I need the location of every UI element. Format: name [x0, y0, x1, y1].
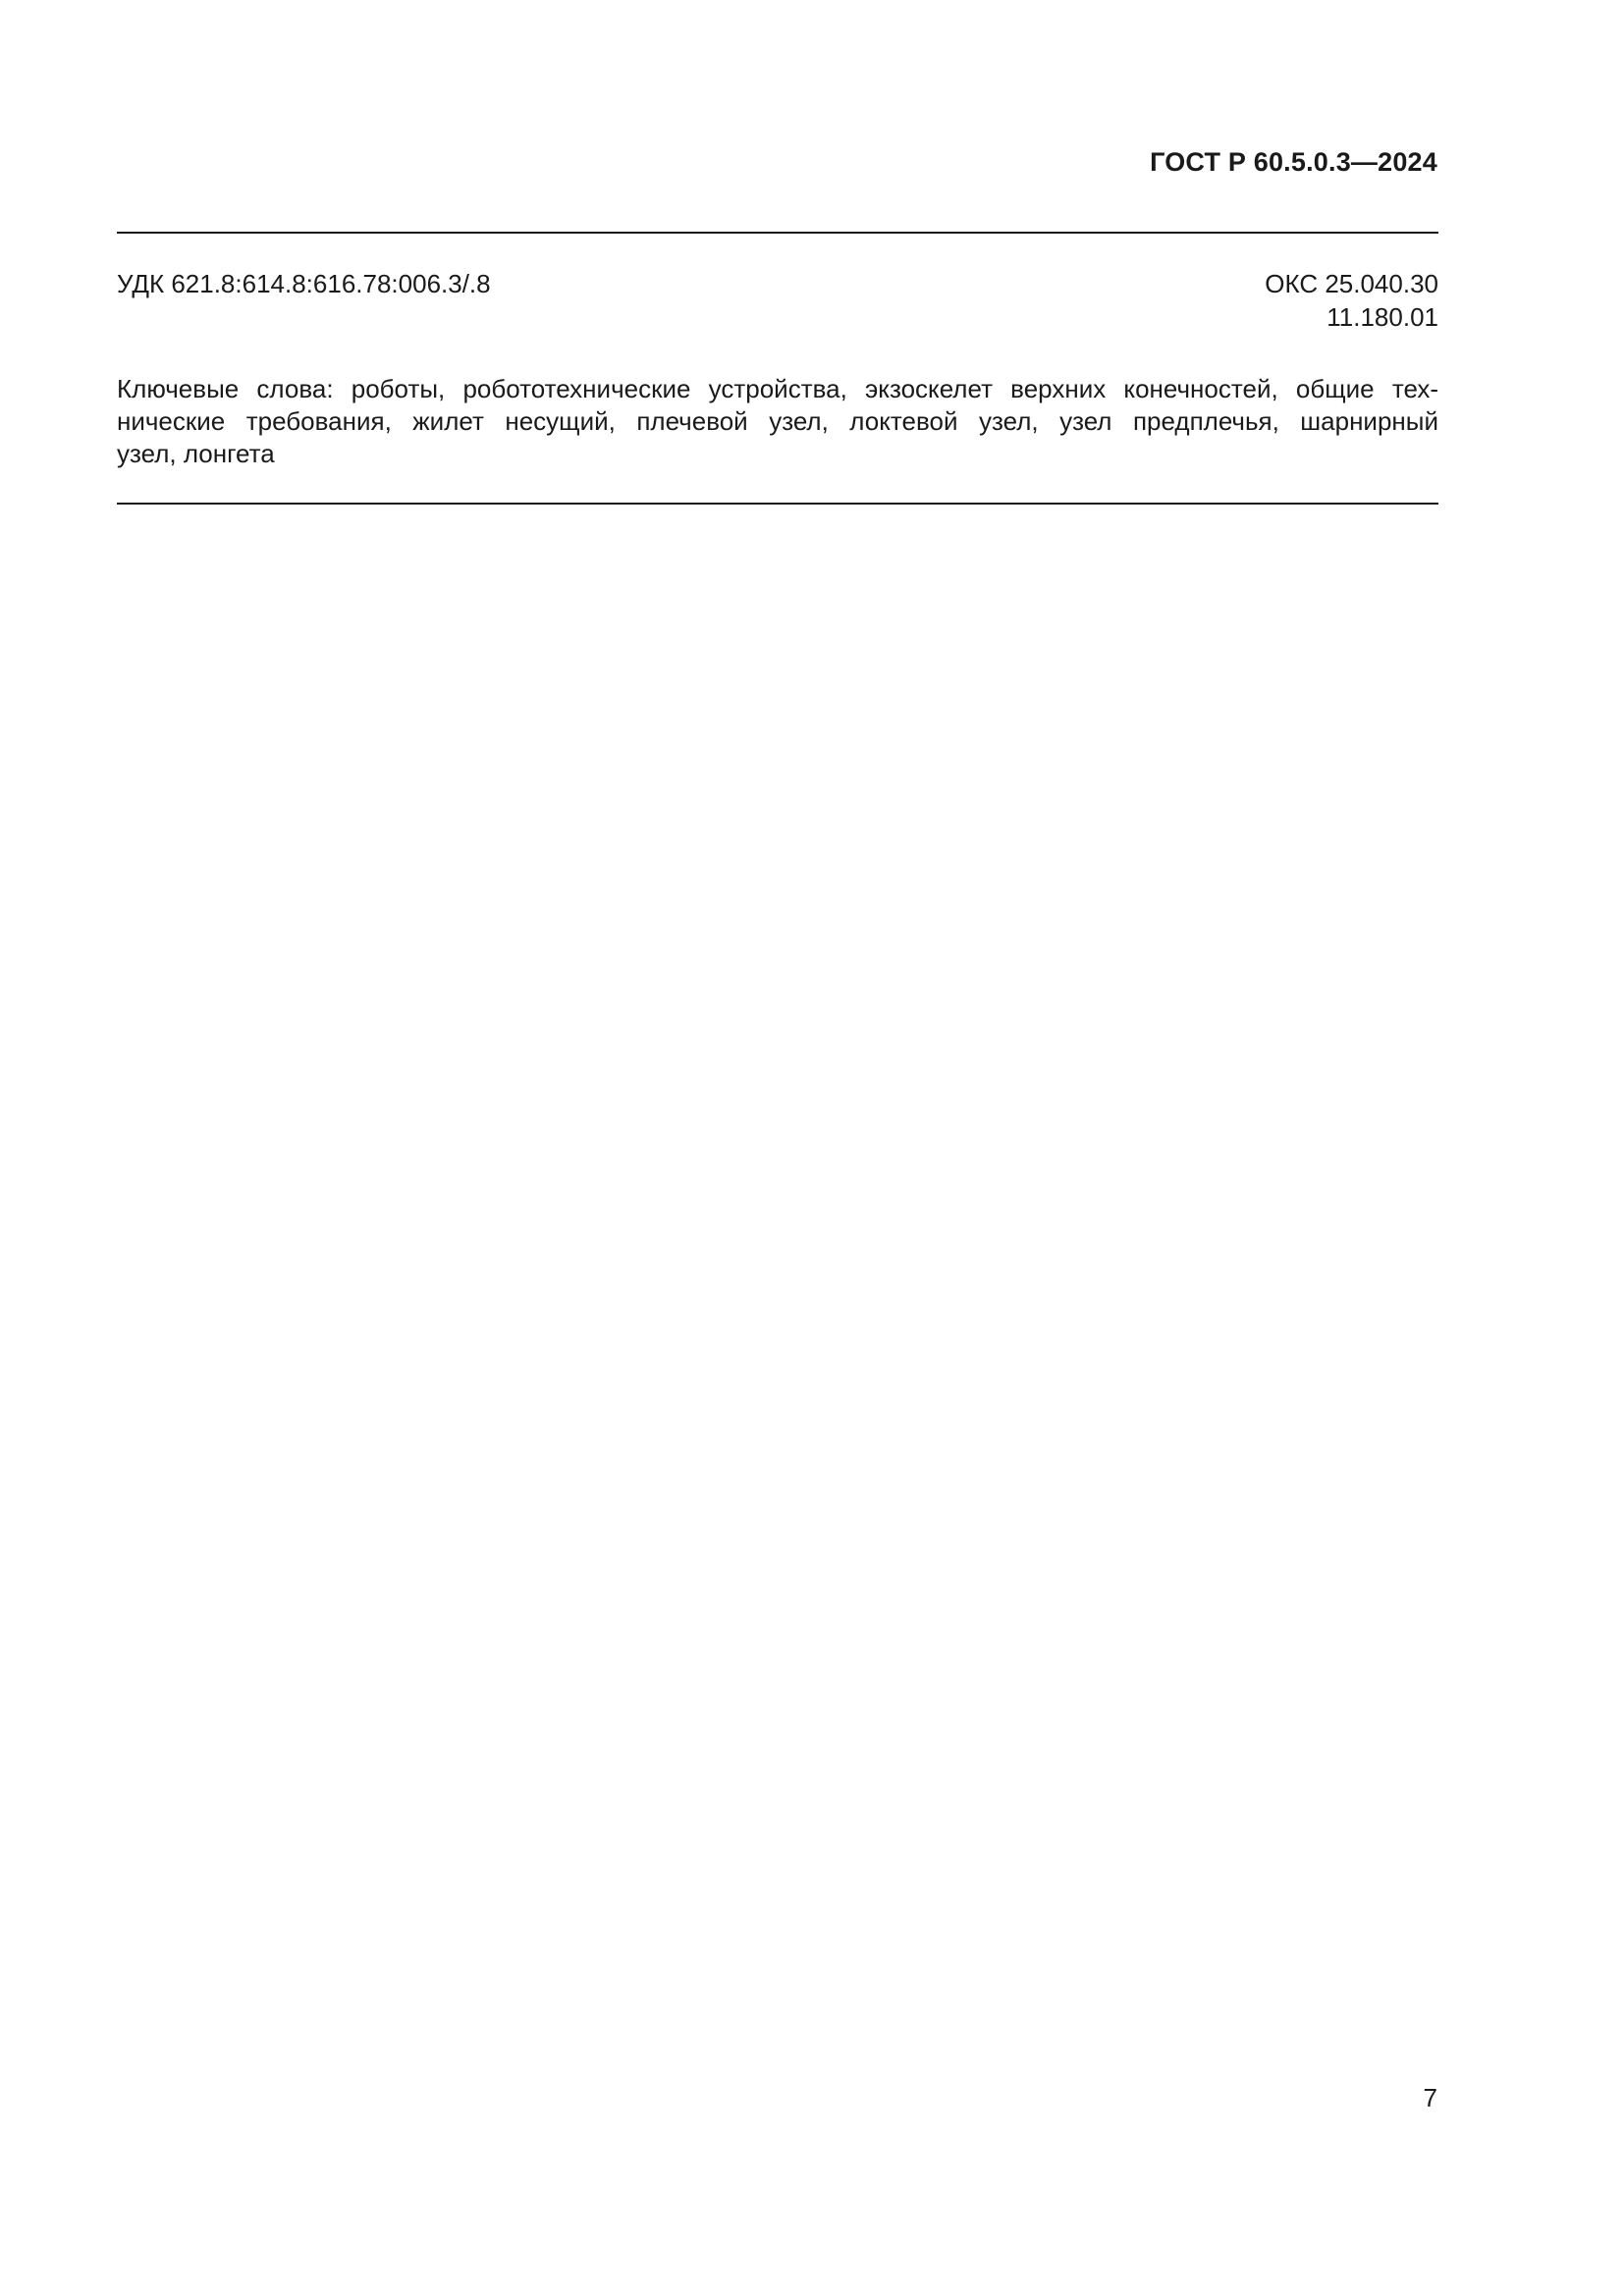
page-number: 7 — [1423, 2083, 1437, 2112]
top-divider — [117, 232, 1438, 234]
oks-codes — [1265, 267, 1438, 334]
udk-code: УДК 621.8:614.8:616.78:006.3/.8 — [117, 269, 491, 298]
keywords-paragraph — [117, 373, 1438, 470]
keywords-line-2: нические требования, жилет несущий, плечевой узел, локтевой узел, узел предплечья, шарнирный — [117, 406, 1438, 436]
keywords-line-3: узел, лонгета — [117, 439, 275, 468]
oks-code-secondary: 11.180.01 — [1326, 302, 1438, 332]
bottom-divider — [117, 503, 1438, 505]
keywords-line-1: Ключевые слова: роботы, робототехнические устройства, экзоскелет верхних конечностей, общие тех- — [117, 374, 1438, 403]
oks-code-primary: ОКС 25.040.30 — [1265, 269, 1438, 298]
document-code: ГОСТ Р 60.5.0.3—2024 — [1150, 147, 1437, 177]
